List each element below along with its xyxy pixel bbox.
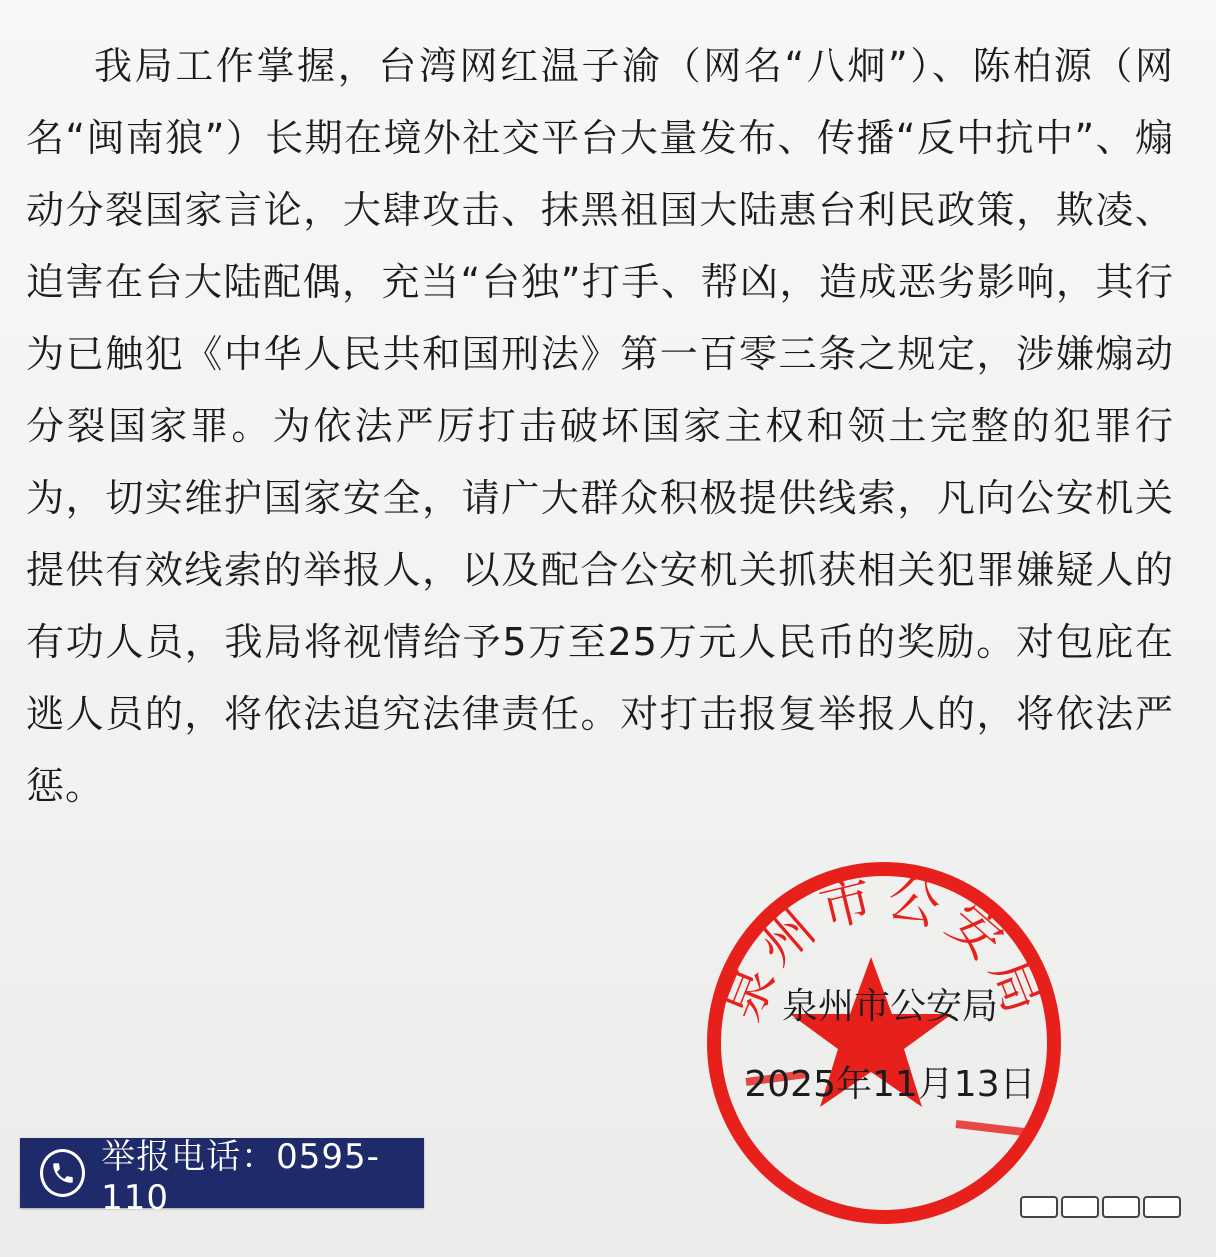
issue-date: 2025年11月13日 bbox=[744, 1064, 1036, 1105]
notice-body: 我局工作掌握，台湾网红温子渝（网名“八炯”）、陈柏源（网名“闽南狼”）长期在境外社交平台大量发布、传播“反中抗中”、煽动分裂国家言论，大肆攻击、抹黑祖国大陆惠台利民政策，欺凌、迫害在台大陆配偶，充当“台独”打手、帮凶，造成恶劣影响，其行为已触犯《中华人民共和国刑法》第一百零三条之规定，涉嫌煽动分裂国家罪。为依法严厉打击破坏国家主权和领土完整的犯罪行为，切实维护国家安全，请广大群众积极提供线索，凡向公安机关提供有效线索的举报人，以及配合公安机关抓获相关犯罪嫌疑人的有功人员，我局将视情给予5万至25万元人民币的奖励。对包庇在逃人员的，将依法追究法律责任。对打击报复举报人的，将依法严惩。 bbox=[26, 44, 1174, 808]
seal-text: 泉州市公安局 bbox=[714, 869, 1054, 1029]
report-hotline-banner bbox=[20, 1136, 424, 1218]
phone-icon bbox=[40, 1149, 85, 1197]
signature-block bbox=[740, 968, 1040, 1124]
hotline-label: 举报电话：0595-110 bbox=[101, 1136, 380, 1218]
issuer-name: 泉州市公安局 bbox=[781, 986, 998, 1027]
platform-logo-icon bbox=[1020, 1196, 1181, 1218]
